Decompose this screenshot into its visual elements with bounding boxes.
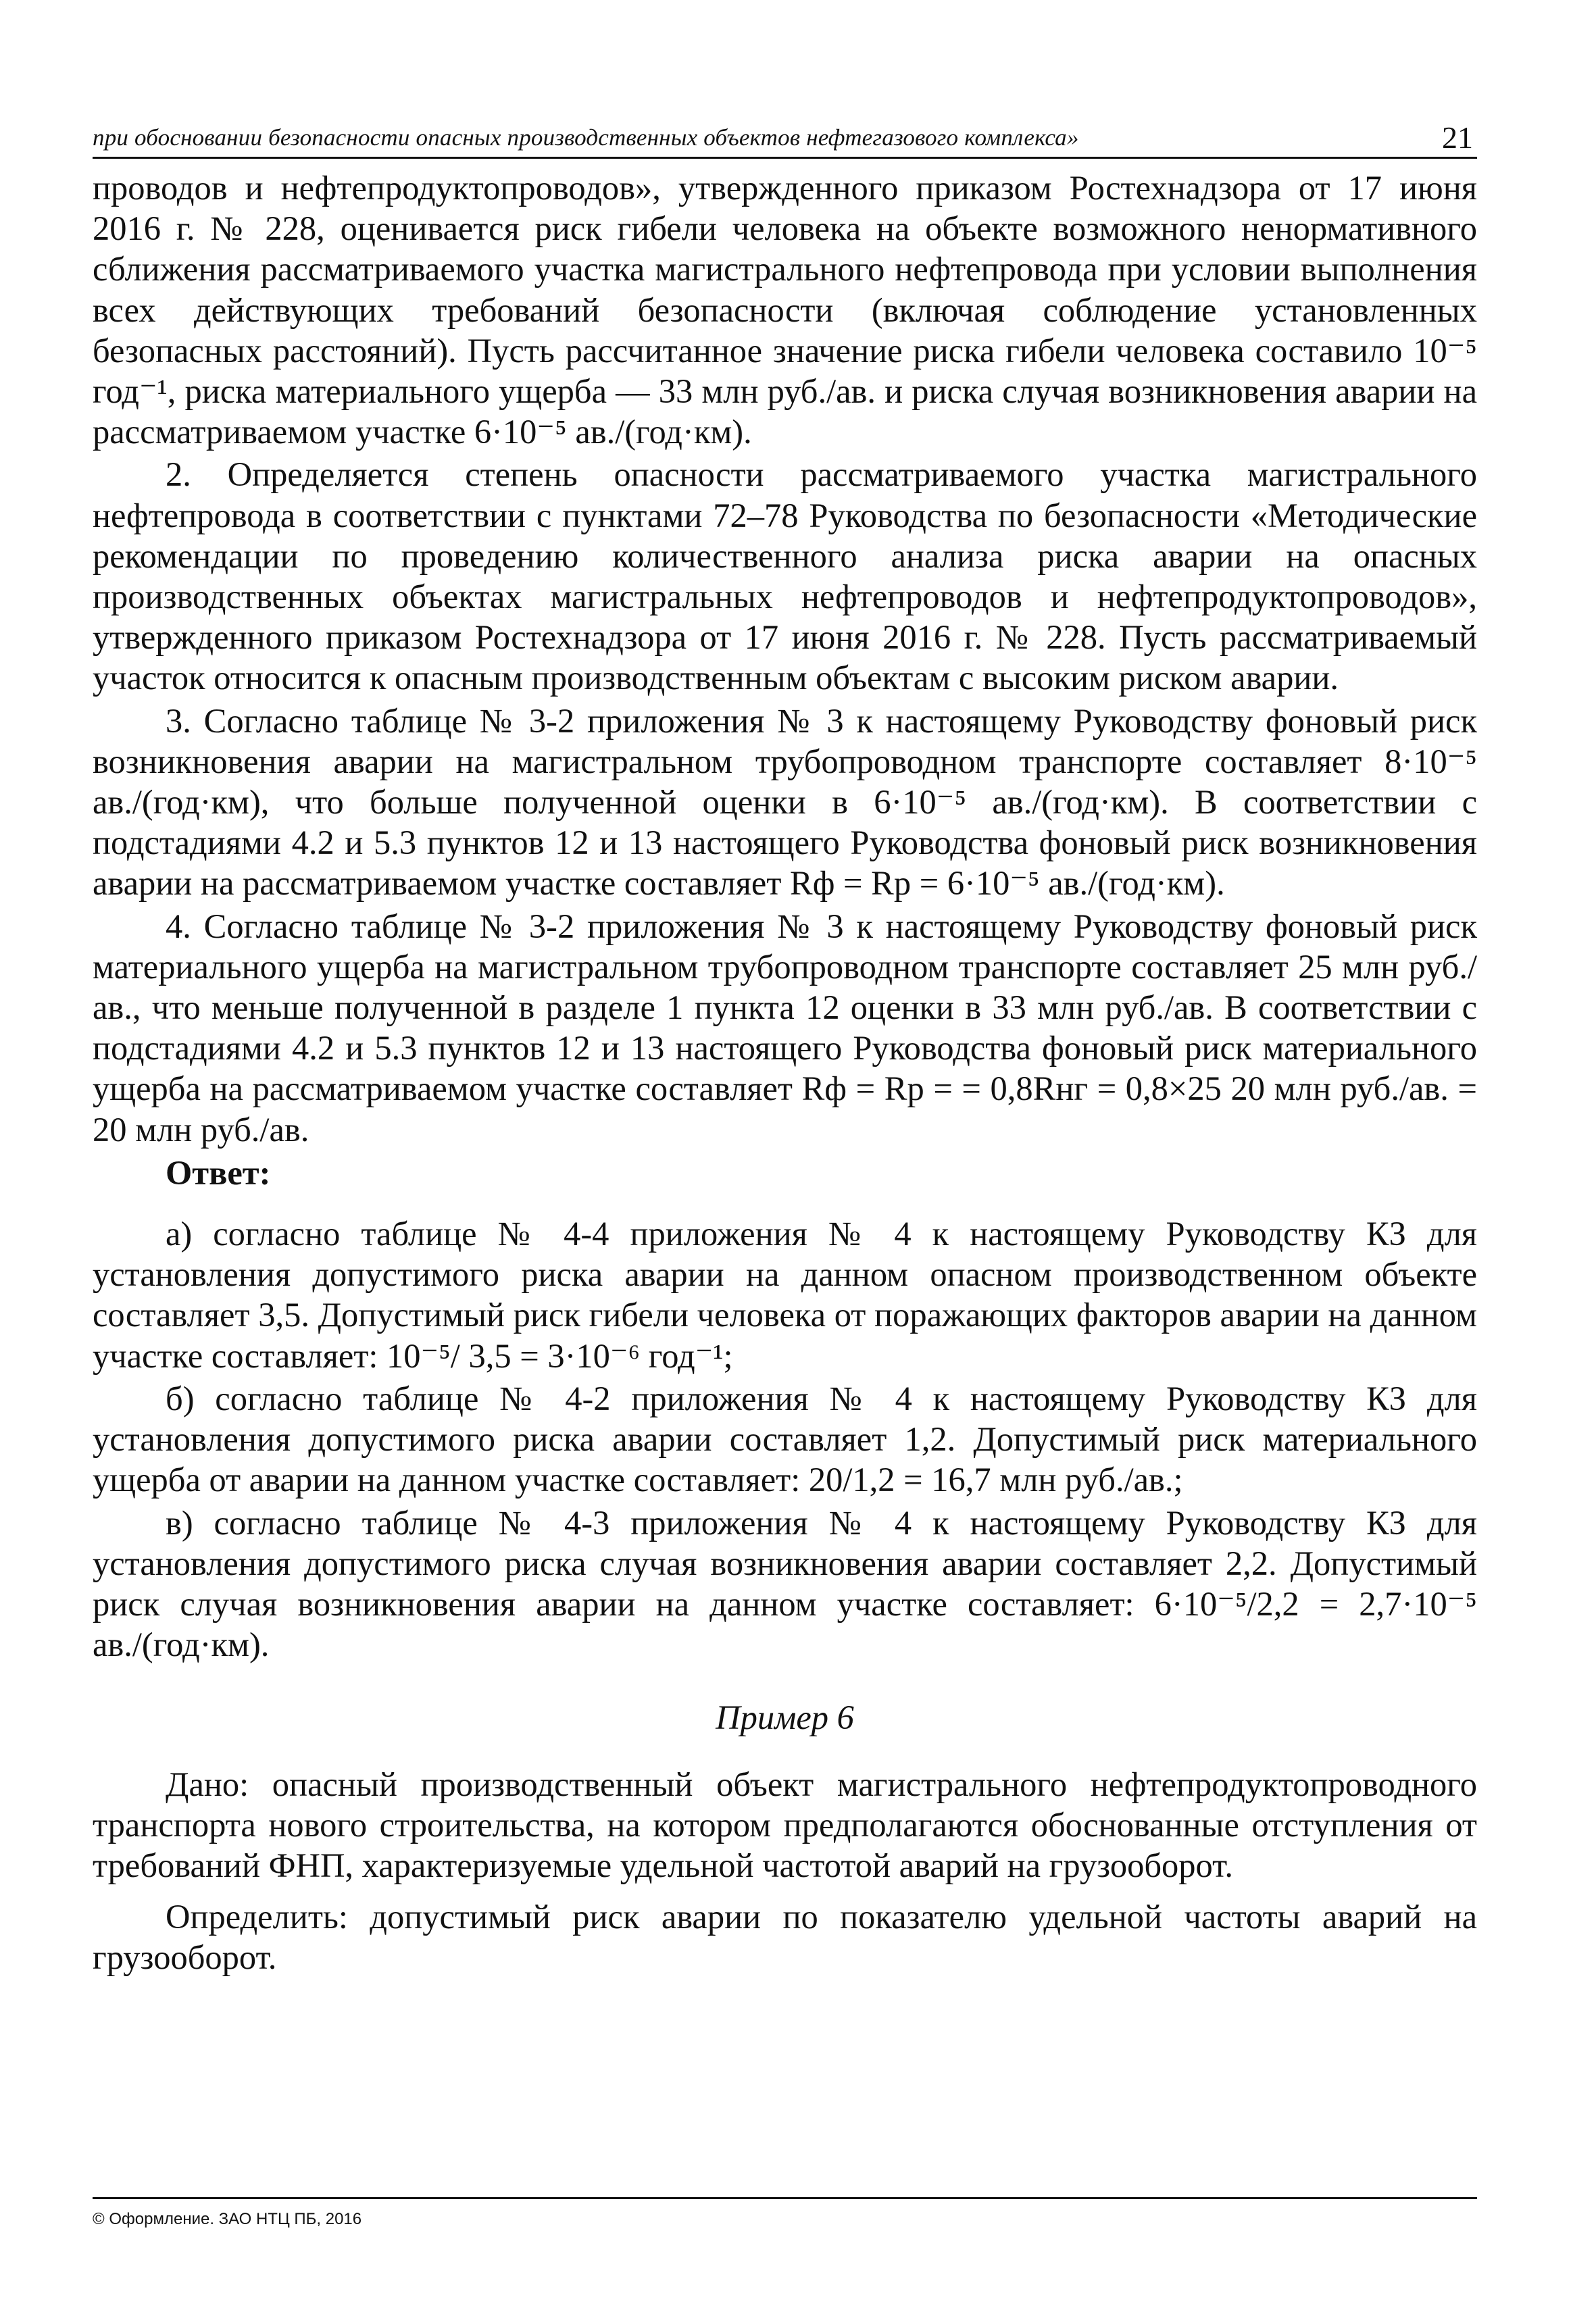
answer-item-a: а) согласно таблице № 4-4 приложения № 4 к настоящему Руководству КЗ для установления допустимого риска аварии на данном опасном производственном объекте составляет 3,5. Допустимый риск гибели человека от поражающих факторов аварии на данном участке составляет: 10⁻⁵/ 3,5 = 3·10⁻⁶ год⁻¹; <box>93 1215 1477 1375</box>
page-header <box>93 115 1477 159</box>
example-task: Определить: допустимый риск аварии по показателю удельной частоты аварий на грузооборот. <box>93 1898 1477 1977</box>
answer-heading: Ответ: <box>166 1153 271 1192</box>
running-title: при обосновании безопасности опасных производственных объектов нефтегазового комплекса» <box>93 124 1079 151</box>
example-heading: Пример 6 <box>716 1699 854 1737</box>
answer-item-b: б) согласно таблице № 4-2 приложения № 4 к настоящему Руководству КЗ для установления допустимого риска аварии составляет 1,2. Допустимый риск материального ущерба от аварии на данном участке составляет: 20/1,2 = 16,7 млн руб./ав.; <box>93 1379 1477 1499</box>
example-given: Дано: опасный производственный объект магистрального нефтепродуктопроводного транспорта нового строительства, на котором предполагаются обоснованные отступления от требований ФНП, характеризуемые удельной частотой аварий на грузооборот. <box>93 1765 1477 1884</box>
paragraph-step-3: 3. Согласно таблице № 3-2 приложения № 3 к настоящему Руководству фоновый риск возникновения аварии на магистральном трубопроводном транспорте составляет 8·10⁻⁵ ав./(год·км), что больше полученной оценки в 6·10⁻⁵ ав./(год·км). В соответствии с подстадиями 4.2 и 5.3 пунктов 12 и 13 настоящего Руководства фоновый риск возникновения аварии на рассматриваемом участке составляет Rф = Rр = 6·10⁻⁵ ав./(год·км). <box>93 701 1477 903</box>
answer-item-c: в) согласно таблице № 4-3 приложения № 4 к настоящему Руководству КЗ для установления допустимого риска случая возникновения аварии составляет 2,2. Допустимый риск случая возникновения аварии на данном участке составляет: 6·10⁻⁵/2,2 = 2,7·10⁻⁵ ав./(год·км). <box>93 1503 1477 1664</box>
paragraph-continuation: проводов и нефтепродуктопроводов», утвержденного приказом Ростехнадзора от 17 июня 2016 г. № 228, оценивается риск гибели человека на объекте возможного ненормативного сближения рассматриваемого участка магистрального нефтепровода при условии выполнения всех действующих требований безопасности (включая соблюдение установленных безопасных расстояний). Пусть рассчитанное значение риска гибели человека составило 10⁻⁵ год⁻¹, риска материального ущерба — 33 млн руб./ав. и риска случая возникновения аварии на рассматриваемом участке 6·10⁻⁵ ав./(год·км). <box>93 169 1477 451</box>
page-number: 21 <box>1442 120 1473 155</box>
paragraph-step-2: 2. Определяется степень опасности рассматриваемого участка магистрального нефтепровода в соответствии с пунктами 72–78 Руководства по безопасности «Методические рекомендации по проведению количественного анализа риска аварии на опасных производственных объектах магистральных нефтепроводов и нефтепродуктопроводов», утвержденного приказом Ростехнадзора от 17 июня 2016 г. № 228. Пусть рассматриваемый участок относится к опасным производственным объектам с высоким риском аварии. <box>93 455 1477 697</box>
paragraph-step-4: 4. Согласно таблице № 3-2 приложения № 3 к настоящему Руководству фоновый риск материального ущерба на магистральном трубопроводном транспорте составляет 25 млн руб./ав., что меньше полученной в разделе 1 пункта 12 оценки в 33 млн руб./ав. В соответствии с подстадиями 4.2 и 5.3 пунктов 12 и 13 настоящего Руководства фоновый риск материального ущерба на рассматриваемом участке составляет Rф = Rр = = 0,8Rнг = 0,8×25 20 млн руб./ав. = 20 млн руб./ав. <box>93 907 1477 1149</box>
page-footer <box>93 2197 1477 2229</box>
copyright-note: © Оформление. ЗАО НТЦ ПБ, 2016 <box>93 2210 362 2228</box>
page-body <box>93 168 1477 1978</box>
paragraph-gap <box>93 1886 1477 1896</box>
